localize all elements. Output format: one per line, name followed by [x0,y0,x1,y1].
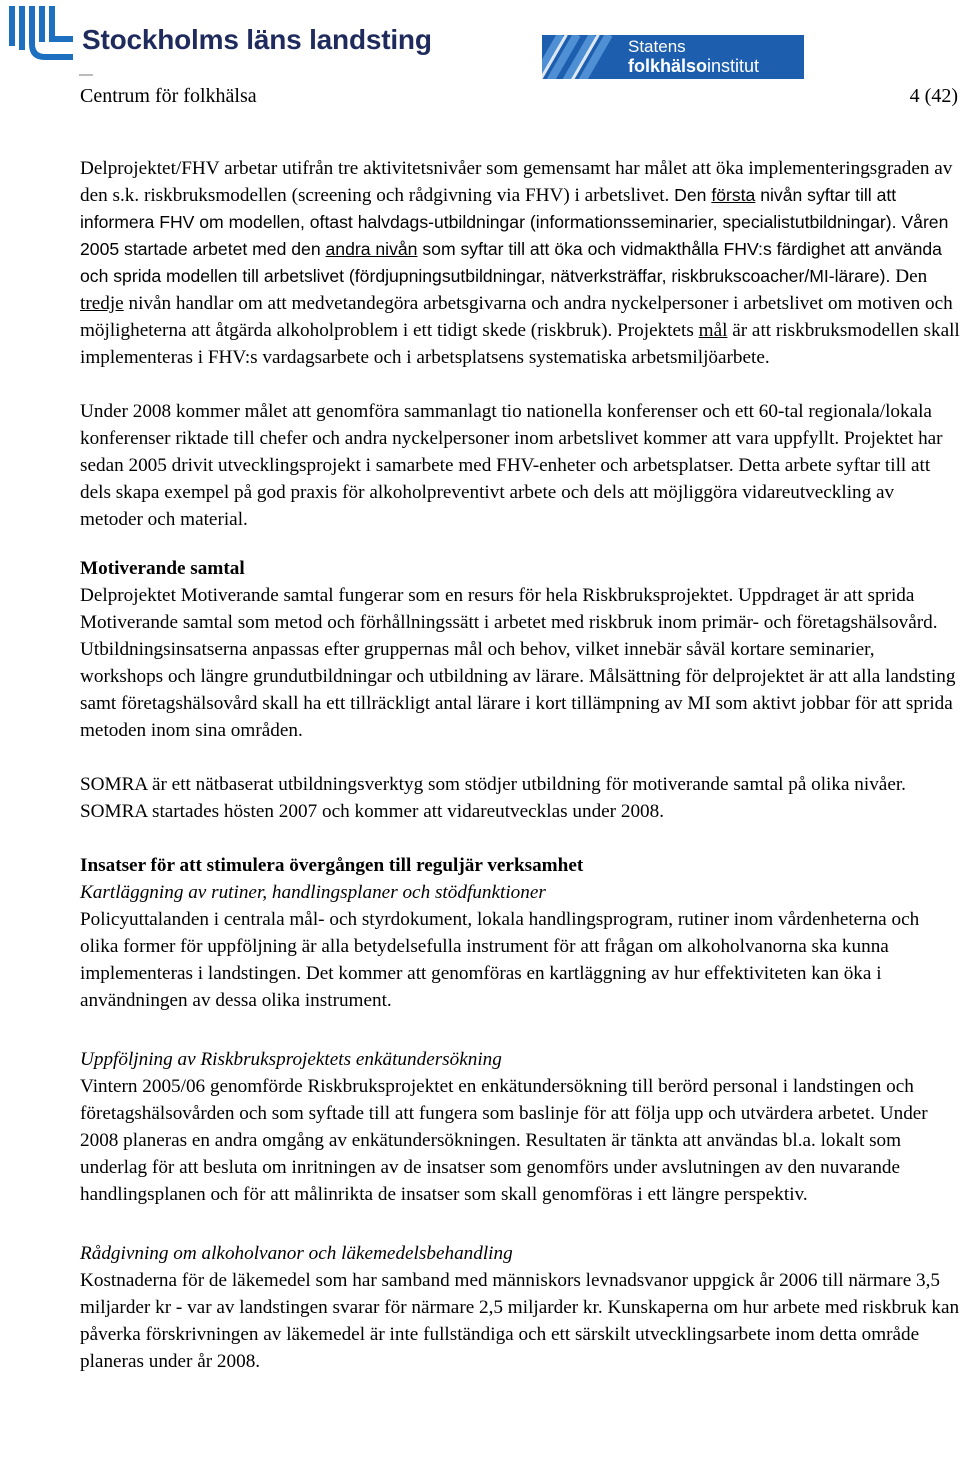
document-body [80,155,960,1375]
text-span: är att riskbruksmodellen skall implementeras i FHV:s vardagsarbete och i arbetsplatsens systematiska arbetsmiljöarbete. [80,320,960,368]
text-span: Den [895,266,928,287]
underlined-term: första [711,185,756,205]
fhi-logo [542,35,804,79]
paragraph-radgivning: Kostnaderna för de läkemedel som har samband med människors levnadsvanor uppgick år 2006 till närmare 3,5 miljarder kr - var av landstingen svarar för närmare 2,5 miljarder kr. Kunskaperna om hur arbete med riskbruk kan påverka förskrivningen av läkemedel är inte fullständiga och ett särskilt utvecklingsarbete inom detta område planeras under år 2008. [80,1270,960,1372]
running-title: Centrum för folkhälsa [80,85,257,107]
fhi-logo-line1: Statens [628,37,686,56]
text-span: Delprojektet/FHV arbetar utifrån tre aktivitetsnivåer som gemensamt har målet att öka implementeringsgraden av den s.k. riskbruksmodellen (screening och rådgivning via FHV) i arbetslivet. [80,158,953,206]
text-span: nivån syftar till att informera FHV om modellen, oftast halvdags-utbildningar (informationsseminarier, specialistutbildningar). [80,185,902,232]
underlined-term: tredje [80,293,124,314]
underlined-term: mål [698,320,728,341]
header-tiny-mark [79,74,93,76]
paragraph-somra: SOMRA är ett nätbaserat utbildningsverktyg som stödjer utbildning för motiverande samtal på olika nivåer. SOMRA startades hösten 2007 och kommer att vidareutvecklas under 2008. [80,774,906,822]
text-span: Projektets [617,320,699,341]
fhi-logo-line2 [628,56,759,77]
text-span: Våren 2005 startade arbetet med den [80,212,949,259]
paragraph-uppfoljning: Vintern 2005/06 genomförde Riskbruksprojektet en enkätundersökning till berörd personal i landstingen och företagshälsovården och som syftade till att fungera som baslinje för att följa upp och utvärdera arbetet. Under 2008 planeras en andra omgång av enkätundersökningen. Resultaten är tänkta att användas bl.a. lokalt som underlag för att besluta om inritningen av de insatser som genomförs under avslutningen av den nuvarande handlingsplanen och för att målinrikta de insatser som skall genomföras i ett längre perspektiv. [80,1076,928,1205]
text-span: nivån handlar om att medvetandegöra arbetsgivarna och andra nyckelpersoner i arbetslivet om motiven och möjligheterna att åtgärda alkoholproblem i ett tidigt skede (riskbruk). [80,293,953,341]
underlined-term: andra nivån [325,239,418,259]
sll-logo-text: Stockholms läns landsting [82,24,432,55]
fhi-logo-word: institut [707,56,760,76]
paragraph-mi: Delprojektet Motiverande samtal fungerar som en resurs för hela Riskbruksprojektet. Uppdraget är att sprida Motiverande samtal som metod och förhållningssätt i arbetet med riskbruk inom primär- och företagshälsovård. Utbildningsinsatserna anpassas efter gruppernas mål och behov, vilket innebär såväl kortare seminarier, workshops och längre grundutbildningar och utbildning av lärare. Målsättning för delprojektet är att alla landsting samt företagshälsovård skall ha ett tillräckligt antal lärare i kort tillämpning av MI som aktivt jobbar för att sprida metoden inom sina områden. [80,585,956,741]
subheading-uppfoljning: Uppföljning av Riskbruksprojektets enkätundersökning [80,1049,502,1070]
sll-logo [6,2,446,64]
subheading-radgivning: Rådgivning om alkoholvanor och läkemedelsbehandling [80,1243,513,1264]
paragraph-fhv-levels [80,155,960,371]
heading-insatser: Insatser för att stimulera övergången till reguljär verksamhet [80,855,584,876]
fhi-logo-word-bold: folkhälso [628,56,708,76]
text-span: Den [674,185,712,205]
page-number: 4 (42) [909,85,958,107]
sll-logo-mark-icon [6,2,76,60]
subheading-kartlaggning: Kartläggning av rutiner, handlingsplaner och stödfunktioner [80,882,546,903]
paragraph-conferences: Under 2008 kommer målet att genomföra sammanlagt tio nationella konferenser och ett 60-tal regionala/lokala konferenser riktade till chefer och andra nyckelpersoner inom arbetslivet kommer att vara uppfyllt. Projektet har sedan 2005 drivit utvecklingsprojekt i samarbete med FHV-enheter och arbetsplatser. Detta arbete syftar till att dels skapa exempel på god praxis för alkoholpreventivt arbete och dels att möjliggöra vidareutveckling av metoder och material. [80,401,943,530]
heading-motiverande-samtal: Motiverande samtal [80,558,245,579]
fhi-stripes-icon [542,35,632,79]
paragraph-kartlaggning: Policyuttalanden i centrala mål- och styrdokument, lokala handlingsprogram, rutiner inom vårdenheterna och olika former för uppföljning är alla betydelsefulla instrument för att frågan om alkoholvanorna ska kunna implementeras i landstingen. Det kommer att genomföras en kartläggning av hur effektiviteten kan öka i användningen av dessa olika instrument. [80,909,920,1011]
text-span: som syftar till att öka och vidmakthålla FHV:s färdighet att använda och sprida modellen till arbetslivet (fördjupningsutbildningar, nätverksträffar, riskbrukscoacher/MI-lärare). [80,239,942,286]
